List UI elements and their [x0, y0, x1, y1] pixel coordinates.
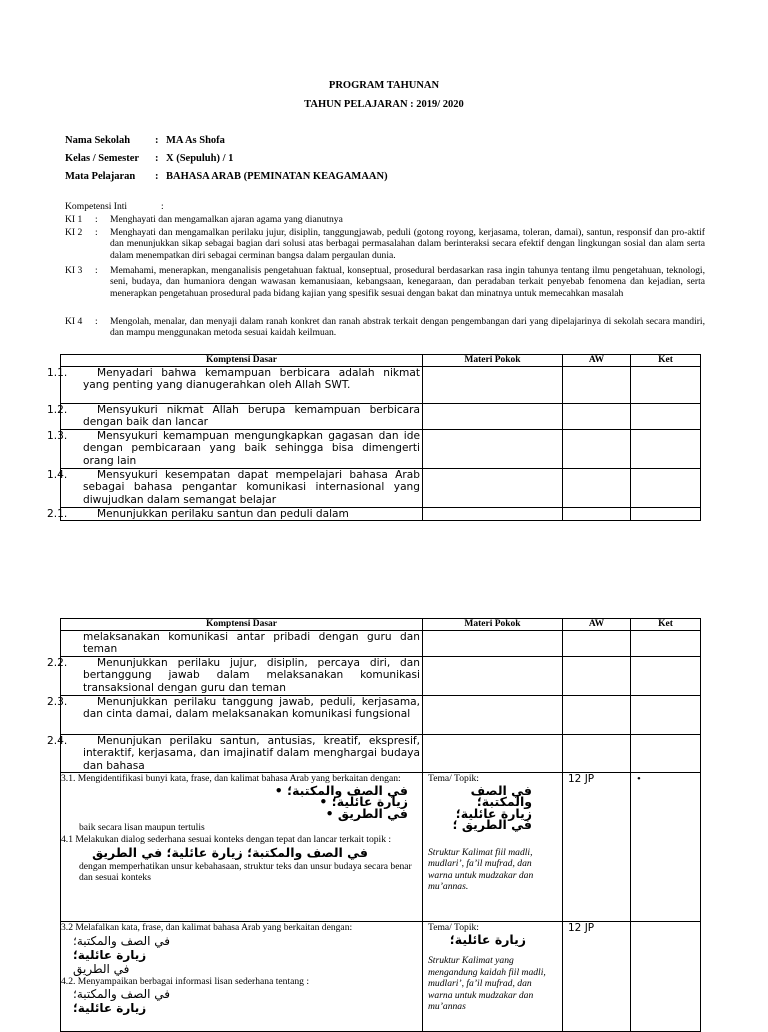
arabic-topic: في الصف والمكتبة؛ • [61, 785, 408, 797]
arabic-topic: في الطريق [73, 961, 130, 976]
ki-heading: Kompetensi Inti [65, 201, 128, 212]
kd-number: 2.2. [47, 657, 68, 669]
arabic-topic: زيارة عائلية؛ • [61, 796, 408, 808]
kd-text: Mensyukuri kemampuan mengungkapkan gagasan dan ide dengan pembicaraan yang baik sehingga bisa dimengerti orang lain [83, 430, 420, 467]
kd-4-1-intro: 4.1 Melakukan dialog sederhana sesuai konteks dengan tepat dan lancar terkait topik : [61, 833, 392, 845]
table-row [61, 657, 701, 696]
kd-text: Menunjukkan perilaku santun dan peduli dalam [97, 508, 349, 520]
kd-text: Menunjukkan perilaku tanggung jawab, peduli, kerjasama, dan cinta damai, dalam melaksanakan komunikasi fungsional [83, 696, 420, 721]
kd-3-1-intro: 3.1. Mengidentifikasi bunyi kata, frase, dan kalimat bahasa Arab yang berkaitan dengan: [61, 773, 401, 785]
ki-text: Memahami, menerapkan, menganalisis pengetahuan faktual, konseptual, prosedural berdasarkan rasa ingin tahunya tentang ilmu pengetahuan, teknologi, seni, budaya, dan humaniora dengan wawasan kemanusiaan, kebangsaan, kenegaraan, dan peradaban terkait penyebab fenomena dan kejadian, serta menerapkan pengetahuan prosedural pada bidang kajian yang spesifik sesuai dengan bakat dan minatnya untuk memecahkan masalah [110, 265, 705, 299]
kd-3-2-intro: 3.2 Melafalkan kata, frase, dan kalimat bahasa Arab yang berkaitan dengan: [61, 922, 353, 934]
identity-value: BAHASA ARAB (PEMINATAN KEAGAMAAN) [166, 171, 388, 182]
ki-code: KI 4 [65, 316, 83, 327]
table-row [61, 922, 701, 1032]
kd-number: 1.1. [47, 367, 68, 379]
header-materi: Materi Pokok [423, 619, 563, 631]
table-row [61, 404, 701, 430]
kd-table-1 [47, 354, 701, 521]
kd-number: 2.1. [47, 508, 68, 520]
ki-text: Menghayati dan mengamalkan perilaku jujur, disiplin, tanggungjawab, peduli (gotong royong, kerjasama, toleran, damai), santun, responsif dan pro-aktif dan menunjukkan sikap sebagai bagian dari solusi atas berbagai permasalahan dalam berinteraksi secara efektif dengan lingkungan sosial dan alam serta dalam menempatkan diri sebagai cerminan bangsa dalam pergaulan dunia. [110, 227, 705, 261]
kd-text: Menunjukan perilaku santun, antusias, kreatif, ekspresif, interaktif, kerjasama, dan imajinatif dalam menghargai budaya dan bahasa [83, 735, 420, 772]
header-ket: Ket [631, 619, 701, 631]
kd-number: 1.4. [47, 469, 68, 481]
kd-4-2-intro: 4.2. Menyampaikan berbagai informasi lisan sederhana tentang : [61, 975, 310, 987]
arabic-topic: في الصف والمكتبة؛ [470, 782, 532, 810]
table-row [61, 631, 701, 657]
identity-label: Nama Sekolah [65, 135, 131, 146]
aw-value: 12 JP [563, 773, 631, 922]
kd-text: Mensyukuri nikmat Allah berupa kemampuan berbicara dengan baik dan lancar [83, 404, 420, 429]
kd-3-1-outro: baik secara lisan maupun tertulis [79, 822, 205, 834]
arabic-topic: في الطريق ؛ [452, 817, 532, 833]
kd-text: Menyadari bahwa kemampuan berbicara adalah nikmat yang penting yang dianugerahkan oleh Allah SWT. [83, 367, 420, 392]
page-subtitle: TAHUN PELAJARAN : 2019/ 2020 [304, 99, 464, 110]
arabic-topic: في الطريق • [61, 808, 408, 820]
ki-code: KI 2 [65, 227, 83, 238]
kd-text: Mensyukuri kesempatan dapat mempelajari bahasa Arab sebagai bahasa pengantar komunikasi internasional yang diwujudkan dalam semangat belajar [83, 469, 420, 506]
table-row [61, 367, 701, 404]
header-materi: Materi Pokok [423, 355, 563, 367]
ki-text: Menghayati dan mengamalkan ajaran agama yang dianutnya [110, 214, 343, 225]
materi-label: Tema/ Topik: [428, 773, 479, 785]
kd-text: melaksanakan komunikasi antar pribadi dengan guru dan teman [83, 631, 420, 656]
identity-label: Kelas / Semester [65, 153, 140, 164]
table-row [61, 430, 701, 469]
kd-number: 2.4. [47, 735, 68, 747]
header-kd: Komptensi Dasar [61, 355, 423, 367]
page-title: PROGRAM TAHUNAN [328, 80, 440, 91]
kd-table-2 [47, 618, 701, 1032]
identity-value: MA As Shofa [166, 135, 225, 146]
materi-struktur: Struktur Kalimat yang mengandung kaidah fiil madli, mudlari’, fa’il mufrad, dan warna untuk mudzakar dan mu’annas [428, 955, 546, 1013]
header-kd: Komptensi Dasar [61, 619, 423, 631]
kd-number: 1.3. [47, 430, 68, 442]
materi-label: Tema/ Topik: [428, 922, 479, 934]
aw-value: 12 JP [563, 922, 631, 1032]
materi-struktur: Struktur Kalimat fiil madli, mudlari’, fa’il mufrad, dan warna untuk mudzakar dan mu’annas. [428, 846, 534, 893]
table-row [61, 696, 701, 735]
kd-number: 1.2. [47, 404, 68, 416]
ki-code: KI 3 [65, 265, 83, 276]
ki-text: Mengolah, menalar, dan menyaji dalam ranah konkret dan ranah abstrak terkait dengan pengembangan dari yang dipelajarinya di sekolah secara mandiri, dan mampu menggunakan metoda sesuai kaidah keilmuan. [110, 316, 705, 339]
header-aw: AW [563, 619, 631, 631]
arabic-topic: زيارة عائلية؛ [73, 947, 147, 962]
table-row [61, 773, 701, 922]
identity-label: Mata Pelajaran [65, 171, 136, 182]
arabic-topic: زيارة عائلية؛ [73, 1001, 147, 1016]
arabic-topic: في الصف والمكتبة؛ [73, 933, 171, 948]
bullet-icon: • [637, 773, 641, 786]
identity-value: X (Sepuluh) / 1 [166, 153, 234, 164]
kd-number: 2.3. [47, 696, 68, 708]
table-row [61, 735, 701, 773]
arabic-topic: في الصف والمكتبة؛ [73, 987, 171, 1002]
arabic-topic: في الصف والمكتبة؛ زيارة عائلية؛ في الطريق [92, 845, 368, 861]
arabic-topic: زيارة عائلية؛ [455, 805, 532, 821]
arabic-topic: زيارة عائلية؛ [449, 931, 526, 947]
header-ket: Ket [631, 355, 701, 367]
header-aw: AW [563, 355, 631, 367]
kd-text: Menunjukkan perilaku jujur, disiplin, percaya diri, dan bertanggung jawab dalam melaksanakan komunikasi transaksional dengan guru dan teman [83, 657, 420, 694]
table-row [61, 508, 701, 521]
ki-code: KI 1 [65, 214, 83, 225]
kd-4-1-outro: dengan memperhatikan unsur kebahasaan, struktur teks dan unsur budaya secara benar dan sesuai konteks [79, 860, 412, 884]
table-row [61, 469, 701, 508]
